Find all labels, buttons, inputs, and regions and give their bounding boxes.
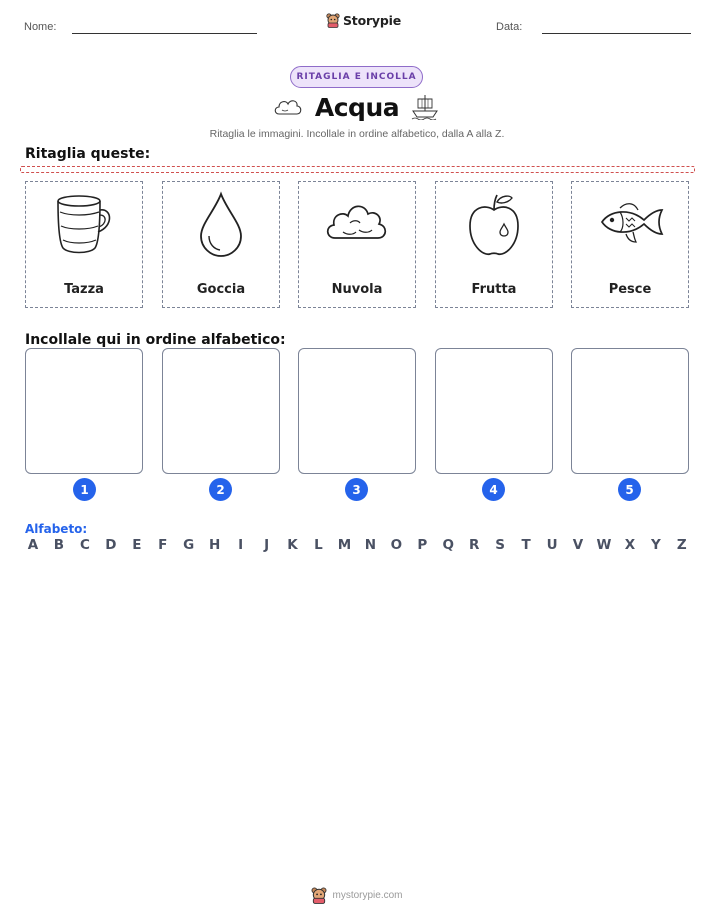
paste-slot-2[interactable] <box>162 348 280 474</box>
alphabet-label: Alfabeto: <box>25 522 88 536</box>
slot-number-badge: 5 <box>618 478 641 501</box>
cutout-card-goccia[interactable] <box>162 181 280 308</box>
paste-slot-5[interactable] <box>571 348 689 474</box>
activity-badge: RITAGLIA E INCOLLA <box>290 66 423 88</box>
alphabet-letter: Z <box>676 537 687 553</box>
instructions: Ritaglia le immagini. Incollale in ordine alfabetico, dalla A alla Z. <box>209 128 505 140</box>
alphabet-letter: U <box>546 537 558 553</box>
alphabet-letter: H <box>209 537 221 553</box>
cutout-card-tazza[interactable] <box>25 181 143 308</box>
paste-slot-4[interactable] <box>435 348 553 474</box>
paste-section-heading: Incollale qui in ordine alfabetico: <box>25 332 286 348</box>
card-label: Tazza <box>64 282 104 297</box>
footer <box>0 887 714 904</box>
alphabet-letter: A <box>27 537 39 553</box>
alphabet-letter: T <box>521 537 531 553</box>
alphabet-row <box>25 537 690 553</box>
brand-name: Storypie <box>343 13 401 28</box>
alphabet-letter: I <box>238 537 244 553</box>
alphabet-letter: W <box>596 537 612 553</box>
alphabet-letter: S <box>495 537 506 553</box>
alphabet-letter: R <box>469 537 480 553</box>
alphabet-letter: L <box>314 537 323 553</box>
paste-slot-3[interactable] <box>298 348 416 474</box>
alphabet-letter: C <box>79 537 90 553</box>
bear-mascot-icon <box>311 887 327 904</box>
bear-mascot-icon <box>326 13 340 28</box>
alphabet-letter: K <box>287 537 298 553</box>
date-label: Data: <box>496 21 523 33</box>
cloud-decoration-icon <box>273 96 303 118</box>
card-label: Nuvola <box>331 282 383 297</box>
alphabet-letter: V <box>572 537 584 553</box>
date-field[interactable] <box>542 33 691 34</box>
page-title: Acqua <box>314 93 400 122</box>
mug-icon <box>50 190 118 258</box>
alphabet-letter: M <box>337 537 352 553</box>
brand-logo <box>326 13 401 28</box>
alphabet-letter: Y <box>650 537 661 553</box>
name-label: Nome: <box>24 21 57 33</box>
water-drop-icon <box>187 190 255 258</box>
slot-number-badge: 2 <box>209 478 232 501</box>
card-label: Goccia <box>196 282 246 297</box>
alphabet-letter: D <box>105 537 117 553</box>
card-label: Pesce <box>608 282 652 297</box>
name-field[interactable] <box>72 33 257 34</box>
cut-section-heading: Ritaglia queste: <box>25 146 151 162</box>
card-label: Frutta <box>471 282 517 297</box>
cutout-card-nuvola[interactable] <box>298 181 416 308</box>
slot-number-badge: 4 <box>482 478 505 501</box>
paste-slot-1[interactable] <box>25 348 143 474</box>
fish-icon <box>596 190 664 258</box>
footer-url[interactable]: mystorypie.com <box>332 890 403 901</box>
alphabet-letter: X <box>624 537 636 553</box>
cloud-icon <box>323 190 391 258</box>
alphabet-letter: N <box>364 537 377 553</box>
cutout-card-frutta[interactable] <box>435 181 553 308</box>
alphabet-letter: F <box>158 537 168 553</box>
apple-icon <box>460 190 528 258</box>
cutout-card-pesce[interactable] <box>571 181 689 308</box>
cut-line <box>20 166 695 173</box>
alphabet-letter: Q <box>442 537 454 553</box>
slot-number-badge: 3 <box>345 478 368 501</box>
ship-decoration-icon <box>410 92 440 120</box>
slot-number-badge: 1 <box>73 478 96 501</box>
alphabet-letter: O <box>390 537 403 553</box>
alphabet-letter: E <box>132 537 142 553</box>
alphabet-letter: B <box>53 537 65 553</box>
alphabet-letter: J <box>264 537 270 553</box>
alphabet-letter: P <box>417 537 428 553</box>
alphabet-letter: G <box>183 537 195 553</box>
